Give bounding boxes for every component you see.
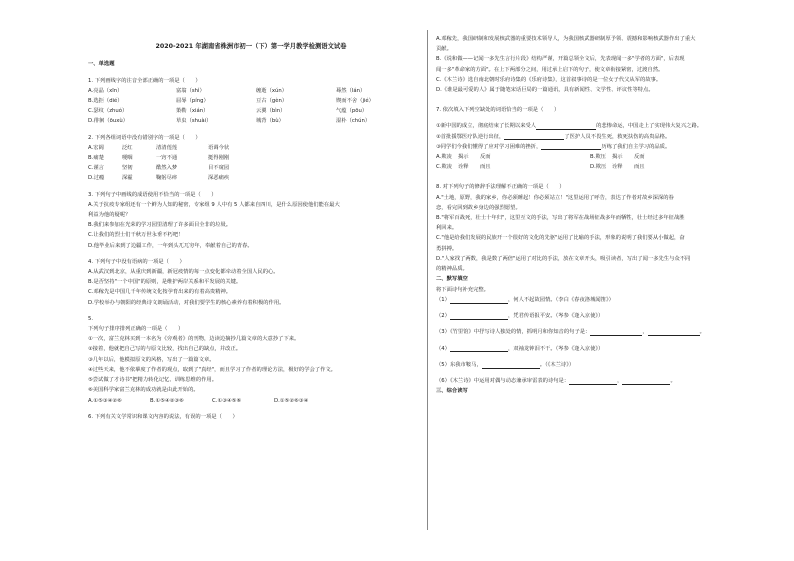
q5-number: 5.: [88, 315, 94, 322]
q7-sentence-1: ①新中国的成立，彻底结束了长期以来受人 的悲惨命运，中国走上了实现伟大复兴之路。: [436, 123, 703, 130]
q1-option-a[interactable]: A.亮晶（xīn） 富翁（shì） 缠逝（xún） 蓦然（lán）: [88, 87, 366, 94]
q5-sentence-6: ⑥美国科学家富兰克林的成功就是由此开始的。: [88, 387, 199, 394]
q8-option-c[interactable]: C."他是给我们发展的民族开一个很好的文化的先驱"运用了比喻的手法，形象的说明了我们要从小做起，奋: [436, 235, 685, 242]
q5-sentence-3: ③几年以后，他模拟原文的风格，写出了一篇篇文章。: [88, 356, 215, 363]
section-heading-3: 三、综合读写: [436, 388, 468, 395]
blank[interactable]: [569, 379, 617, 385]
q2-option-d[interactable]: D.过瘾 深霾 鞠躬尽瘁 深恶痛疾: [88, 175, 230, 182]
q9-intro: 将下面诗句补充完整。: [436, 286, 489, 293]
right-column: [436, 36, 763, 399]
q5-stem: 下列句子排序排列正确的一项是（ ）: [88, 326, 184, 333]
q2-option-c[interactable]: C.谨言 坚韧 酷然入梦 目不窥园: [88, 165, 230, 172]
q7-sentence-3: ③同学们今我们懂得了应对学习困难的挫折， 历练了我们自主学习的品质。: [436, 143, 671, 150]
q2-option-b[interactable]: B.痛楚 哽咽 一窍不通 挺得刚刚: [88, 155, 230, 162]
section-heading-1: 一、单选题: [88, 61, 115, 67]
blank[interactable]: [536, 124, 596, 130]
q3-option-c[interactable]: C.让我们的烈士们干秋万世永垂不朽吧！: [88, 232, 184, 239]
blank[interactable]: [504, 134, 564, 140]
q7-options-row-2[interactable]: C.欺凌 诠释 而且 D.欺压 诠释 而且: [436, 164, 645, 171]
q6-option-b-cont: 闻一多"革命家的方面"。在上下两部分之间，用过承上启下的句子，使文章衔接紧密，过渡自然。: [436, 66, 664, 73]
q8-option-d[interactable]: D."人家找了两数，我是数了两倍"运用了对比的手法，放在文章开头，吸引读者，写出了闻一多先生与众不同: [436, 255, 691, 262]
q4-option-b[interactable]: B.是否坚持"一个中国"的原则，是维护两岸关系和平发展的关键。: [88, 279, 242, 286]
q8-option-b-cont: 利回来。: [436, 225, 458, 232]
blank[interactable]: [450, 346, 508, 352]
fill-3: （3）《竹里馆》中抒写诗人独处的情，抓明月和你知音的句子是： ， 。: [436, 329, 705, 336]
column-divider: [427, 30, 428, 530]
q3-option-a-cont: 利益为他的疑呢？: [88, 212, 131, 219]
fill-6: （6）《木兰诗》中运用对偶与动态兼承审雷表的诗句是： ， 。: [436, 378, 676, 385]
blank[interactable]: [450, 314, 508, 320]
q5-sentence-1: ①一次，富兰克林买到一本名为《旁观者》的刊物，边读边摘抄几篇文章的大意抄了下来。: [88, 336, 300, 343]
q4-stem: 4. 下列句子中没有语病的一项是（ ）: [88, 258, 185, 265]
q6-option-b[interactable]: B.《说和做——记闻一多先生言行片段》结构严谨，开篇总领全文后，先表现闻一多"学者的方面"，后表现: [436, 56, 685, 63]
q8-option-a-cont: 恋，看完回到故乡身边的强烈愿望。: [436, 204, 521, 211]
q5-sentence-5: ⑤尝试做了才诗书"把精力转化记忆、训练思维的作用。: [88, 377, 218, 384]
q3-option-b[interactable]: B.我们来参加在光荣的学习园里清理了许多面目全非的垃圾。: [88, 222, 232, 229]
q1-option-b[interactable]: B.选拒（dié） 屈辱（píng） 豆古（gèn） 锲而不舍（jié）: [88, 98, 374, 105]
q1-option-c[interactable]: C.瑟纹（zhuó） 策勒（xián） 云翼（bìn） 气蕴（pōu）: [88, 108, 368, 115]
q3-option-d[interactable]: D.他毕业后来到了边疆工作，一年到头兀兀穷年，奉献着自己的青春。: [88, 242, 253, 249]
fill-4: （4） ，双袖龙钟泪不干。（岑参《逢入京使》）: [436, 345, 604, 352]
q6-option-c[interactable]: C.《木兰诗》选自南北朝时乐府诗集的《乐府诗集》，这首叙事诗的是一位女子代父从军的故事。: [436, 76, 662, 83]
blank[interactable]: [648, 330, 700, 336]
q7-sentence-2: ②首批援鄂医疗队逆行出征， 了医护人员不畏生死，救死扶伤的高贵品格。: [436, 133, 671, 140]
q4-option-d[interactable]: D.学校举办与朝阳的经典诗文朗诵活动，对我们要学生的核心素养有着积极的作用。: [88, 299, 285, 306]
q1-stem: 1. 下列画线字的注音全部正确的一项是（ ）: [88, 77, 201, 84]
q8-option-d-cont: 的精神品质。: [436, 266, 468, 273]
blank[interactable]: [622, 379, 670, 385]
q8-option-c-cont: 勇拼搏。: [436, 245, 458, 252]
blank[interactable]: [541, 144, 601, 150]
fill-5: （5）东我市鞍马， 。（《木兰诗》）: [436, 361, 575, 368]
q5-options[interactable]: A.①⑤③④②⑥ B.①⑤④②③⑥ C.①③④⑤⑥ D.①⑤②⑥③④: [88, 397, 309, 404]
q6-option-a-cont: 贡献。: [436, 46, 452, 53]
q2-stem: 2. 下列各组词语中没有错别字的一项是（ ）: [88, 134, 201, 141]
q5-sentence-4: ④过些天来，他不依摹度了作者的观点，取到了"真经"，而且学习了作者的理论方法，极好的学会了作文。: [88, 366, 336, 373]
q7-stem: 7. 依次填入下列空缺处的词语恰当的一项是（ ）: [436, 107, 560, 114]
q7-options-row-1[interactable]: A.欺凌 揭示 反而 B.欺压 揭示 反而: [436, 154, 645, 161]
blank[interactable]: [450, 298, 508, 304]
q2-option-a[interactable]: A.宏阔 泛红 清清莲莲 语调今状: [88, 144, 230, 151]
q6-stem: 6. 下列有关文学常识和课文内容的说法，有误的一项是（ ）: [88, 413, 238, 420]
q4-option-a[interactable]: A.从武汉到北京，从重庆到新疆，新冠疫情的每一点变化都牵动着全国人民的心。: [88, 269, 279, 276]
left-column: [88, 58, 414, 424]
q6-option-a[interactable]: A.邓稼先，我国研制和发展核武器的重要技术领导人，为我国核武器研制厚予领、震撼和影响核武器作出了重大: [436, 36, 696, 42]
q1-option-d[interactable]: D.徘徊（ōuxù） 草虫（shuài） 城背（bù） 湿朴（chún）: [88, 118, 371, 125]
q3-option-a[interactable]: A.关于抗疫专家组还有一个鲜为人知的秘密，专家组 9 人中有 5 人都来自四川，是什么原因使他们能在最大: [88, 201, 340, 208]
exam-title: 2020-2021 年湖南省株洲市初一（下）第一学月教学检测语文试卷: [155, 43, 347, 50]
fill-1: （1） ，何人不起故园情。（李白《春夜洛城闻笛》）: [436, 297, 614, 304]
q8-stem: 8. 对下列句子的修辞手法理解不正确的一项是（ ）: [436, 184, 565, 191]
q4-option-c[interactable]: C.邓稼先是中国几千年传统文化按孕育出来的有着高贵精神。: [88, 289, 232, 296]
q8-option-a[interactable]: A."土地，原野，我的家乡，你必须睡起！你必须站立！"这里运用了呼告，表达了作者对故乡深深的眷: [436, 194, 674, 201]
section-heading-2: 二、默写填空: [436, 276, 468, 283]
q6-option-d[interactable]: D.《谁是最可爱的人》属于随笔宋话巨局的一篇通讯，具有新闻性、文学性、评议性等特点。: [436, 87, 654, 94]
q3-stem: 3. 下列句子中画线的成语使用不恰当的一项是（ ）: [88, 191, 217, 198]
blank[interactable]: [590, 330, 642, 336]
q5-sentence-2: ②接着，他就把自己写的与原文比较，找出自己的缺点，并改正。: [88, 346, 242, 353]
fill-2: （2） ，凭君传语报平安。（岑参《逢入京使》）: [436, 313, 604, 320]
q8-option-b[interactable]: B."将军百战死，壮士十年归"，这里互文的手法，写出了将军在战场征战多年而牺牲，壮士经过多年征战胜: [436, 215, 685, 222]
blank[interactable]: [482, 363, 540, 369]
